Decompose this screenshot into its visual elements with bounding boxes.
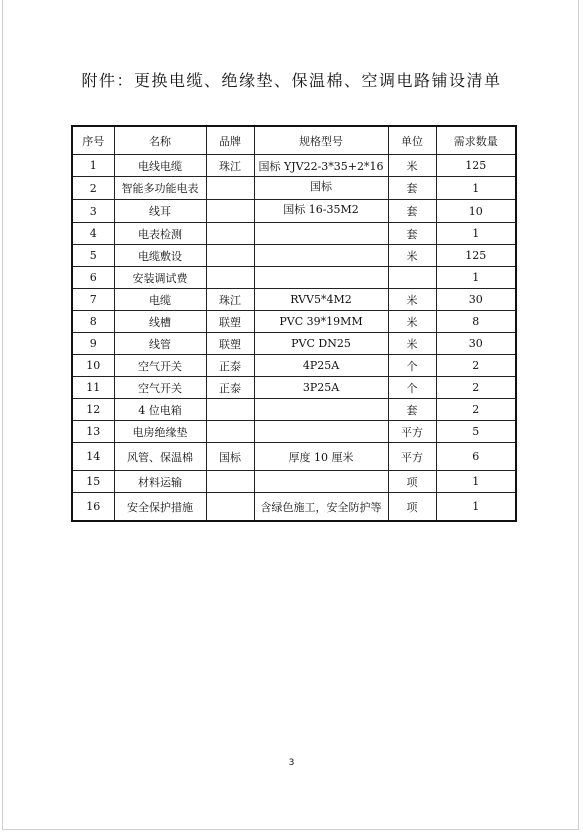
cell-quantity: 30 bbox=[436, 289, 516, 311]
cell-unit bbox=[388, 267, 436, 289]
table-row bbox=[72, 289, 516, 311]
cell-index: 4 bbox=[72, 223, 114, 245]
cell-index: 8 bbox=[72, 311, 114, 333]
header-unit: 单位 bbox=[388, 126, 436, 155]
cell-unit: 套 bbox=[388, 399, 436, 421]
header-index: 序号 bbox=[72, 126, 114, 155]
cell-brand: 国标 bbox=[206, 443, 254, 471]
cell-index: 2 bbox=[72, 177, 114, 200]
cell-name: 电线电缆 bbox=[114, 155, 206, 177]
cell-brand: 珠江 bbox=[206, 289, 254, 311]
table-row bbox=[72, 421, 516, 443]
cell-quantity: 2 bbox=[436, 399, 516, 421]
page-number: 3 bbox=[288, 758, 295, 768]
cell-index: 1 bbox=[72, 155, 114, 177]
cell-name: 电房绝缘垫 bbox=[114, 421, 206, 443]
cell-index: 10 bbox=[72, 355, 114, 377]
cell-quantity: 10 bbox=[436, 200, 516, 223]
cell-spec: 4P25A bbox=[254, 355, 388, 377]
cell-brand: 珠江 bbox=[206, 155, 254, 177]
cell-index: 12 bbox=[72, 399, 114, 421]
cell-unit: 个 bbox=[388, 377, 436, 399]
cell-spec bbox=[254, 267, 388, 289]
table-row bbox=[72, 223, 516, 245]
cell-index: 9 bbox=[72, 333, 114, 355]
cell-unit: 个 bbox=[388, 355, 436, 377]
header-brand: 品牌 bbox=[206, 126, 254, 155]
cell-index: 13 bbox=[72, 421, 114, 443]
header-spec: 规格型号 bbox=[254, 126, 388, 155]
cell-name: 电表检测 bbox=[114, 223, 206, 245]
cell-unit: 米 bbox=[388, 245, 436, 267]
header-name: 名称 bbox=[114, 126, 206, 155]
table-header-row bbox=[72, 126, 516, 155]
cell-name: 4 位电箱 bbox=[114, 399, 206, 421]
cell-unit: 米 bbox=[388, 289, 436, 311]
cell-spec: 3P25A bbox=[254, 377, 388, 399]
cell-brand: 正泰 bbox=[206, 355, 254, 377]
table-row bbox=[72, 399, 516, 421]
table-row bbox=[72, 267, 516, 289]
cell-spec: 国标 16-35M2 bbox=[254, 200, 388, 223]
cell-spec bbox=[254, 223, 388, 245]
cell-spec: 国标 YJV22-3*35+2*16 bbox=[254, 155, 388, 177]
cell-brand bbox=[206, 245, 254, 267]
cell-spec bbox=[254, 399, 388, 421]
cell-unit: 套 bbox=[388, 223, 436, 245]
cell-quantity: 30 bbox=[436, 333, 516, 355]
cell-brand bbox=[206, 177, 254, 200]
table-row bbox=[72, 443, 516, 471]
cell-name: 风管、保温棉 bbox=[114, 443, 206, 471]
cell-brand: 联塑 bbox=[206, 311, 254, 333]
cell-index: 14 bbox=[72, 443, 114, 471]
cell-index: 5 bbox=[72, 245, 114, 267]
materials-table bbox=[71, 125, 517, 522]
cell-name: 线耳 bbox=[114, 200, 206, 223]
cell-spec bbox=[254, 245, 388, 267]
document-title: 附件：更换电缆、绝缘垫、保温棉、空调电路铺设清单 bbox=[81, 71, 502, 90]
cell-index: 3 bbox=[72, 200, 114, 223]
cell-spec bbox=[254, 421, 388, 443]
table-row bbox=[72, 200, 516, 223]
cell-unit: 套 bbox=[388, 177, 436, 200]
header-quantity: 需求数量 bbox=[436, 126, 516, 155]
cell-unit: 平方 bbox=[388, 421, 436, 443]
cell-quantity: 1 bbox=[436, 177, 516, 200]
table-row bbox=[72, 311, 516, 333]
cell-quantity: 125 bbox=[436, 155, 516, 177]
cell-name: 安全保护措施 bbox=[114, 493, 206, 522]
cell-name: 智能多功能电表 bbox=[114, 177, 206, 200]
cell-name: 安装调试费 bbox=[114, 267, 206, 289]
table-row bbox=[72, 177, 516, 200]
cell-quantity: 1 bbox=[436, 493, 516, 522]
cell-unit: 米 bbox=[388, 155, 436, 177]
cell-spec: 含绿色施工，安全防护等 bbox=[254, 493, 388, 522]
cell-brand bbox=[206, 421, 254, 443]
cell-quantity: 1 bbox=[436, 223, 516, 245]
table-row bbox=[72, 333, 516, 355]
cell-brand bbox=[206, 223, 254, 245]
cell-index: 15 bbox=[72, 471, 114, 493]
cell-spec: 国标 bbox=[254, 177, 388, 200]
cell-brand bbox=[206, 471, 254, 493]
table-row bbox=[72, 471, 516, 493]
cell-name: 线槽 bbox=[114, 311, 206, 333]
cell-quantity: 125 bbox=[436, 245, 516, 267]
cell-brand bbox=[206, 399, 254, 421]
cell-brand: 正泰 bbox=[206, 377, 254, 399]
cell-unit: 米 bbox=[388, 333, 436, 355]
cell-quantity: 5 bbox=[436, 421, 516, 443]
cell-quantity: 2 bbox=[436, 355, 516, 377]
cell-spec: PVC DN25 bbox=[254, 333, 388, 355]
cell-index: 11 bbox=[72, 377, 114, 399]
table-row bbox=[72, 245, 516, 267]
table-row bbox=[72, 377, 516, 399]
cell-spec: PVC 39*19MM bbox=[254, 311, 388, 333]
cell-unit: 项 bbox=[388, 493, 436, 522]
cell-unit: 项 bbox=[388, 471, 436, 493]
cell-brand bbox=[206, 200, 254, 223]
cell-spec: 厚度 10 厘米 bbox=[254, 443, 388, 471]
table-row bbox=[72, 355, 516, 377]
cell-name: 材料运输 bbox=[114, 471, 206, 493]
cell-quantity: 1 bbox=[436, 471, 516, 493]
cell-name: 空气开关 bbox=[114, 355, 206, 377]
cell-brand bbox=[206, 267, 254, 289]
cell-unit: 米 bbox=[388, 311, 436, 333]
cell-index: 7 bbox=[72, 289, 114, 311]
cell-index: 16 bbox=[72, 493, 114, 522]
cell-unit: 平方 bbox=[388, 443, 436, 471]
table-row bbox=[72, 155, 516, 177]
cell-brand: 联塑 bbox=[206, 333, 254, 355]
cell-name: 电缆敷设 bbox=[114, 245, 206, 267]
cell-index: 6 bbox=[72, 267, 114, 289]
cell-quantity: 2 bbox=[436, 377, 516, 399]
cell-spec bbox=[254, 471, 388, 493]
cell-brand bbox=[206, 493, 254, 522]
cell-name: 电缆 bbox=[114, 289, 206, 311]
cell-quantity: 8 bbox=[436, 311, 516, 333]
cell-unit: 套 bbox=[388, 200, 436, 223]
cell-name: 空气开关 bbox=[114, 377, 206, 399]
cell-quantity: 1 bbox=[436, 267, 516, 289]
cell-spec: RVV5*4M2 bbox=[254, 289, 388, 311]
table-row bbox=[72, 493, 516, 522]
cell-quantity: 6 bbox=[436, 443, 516, 471]
cell-name: 线管 bbox=[114, 333, 206, 355]
